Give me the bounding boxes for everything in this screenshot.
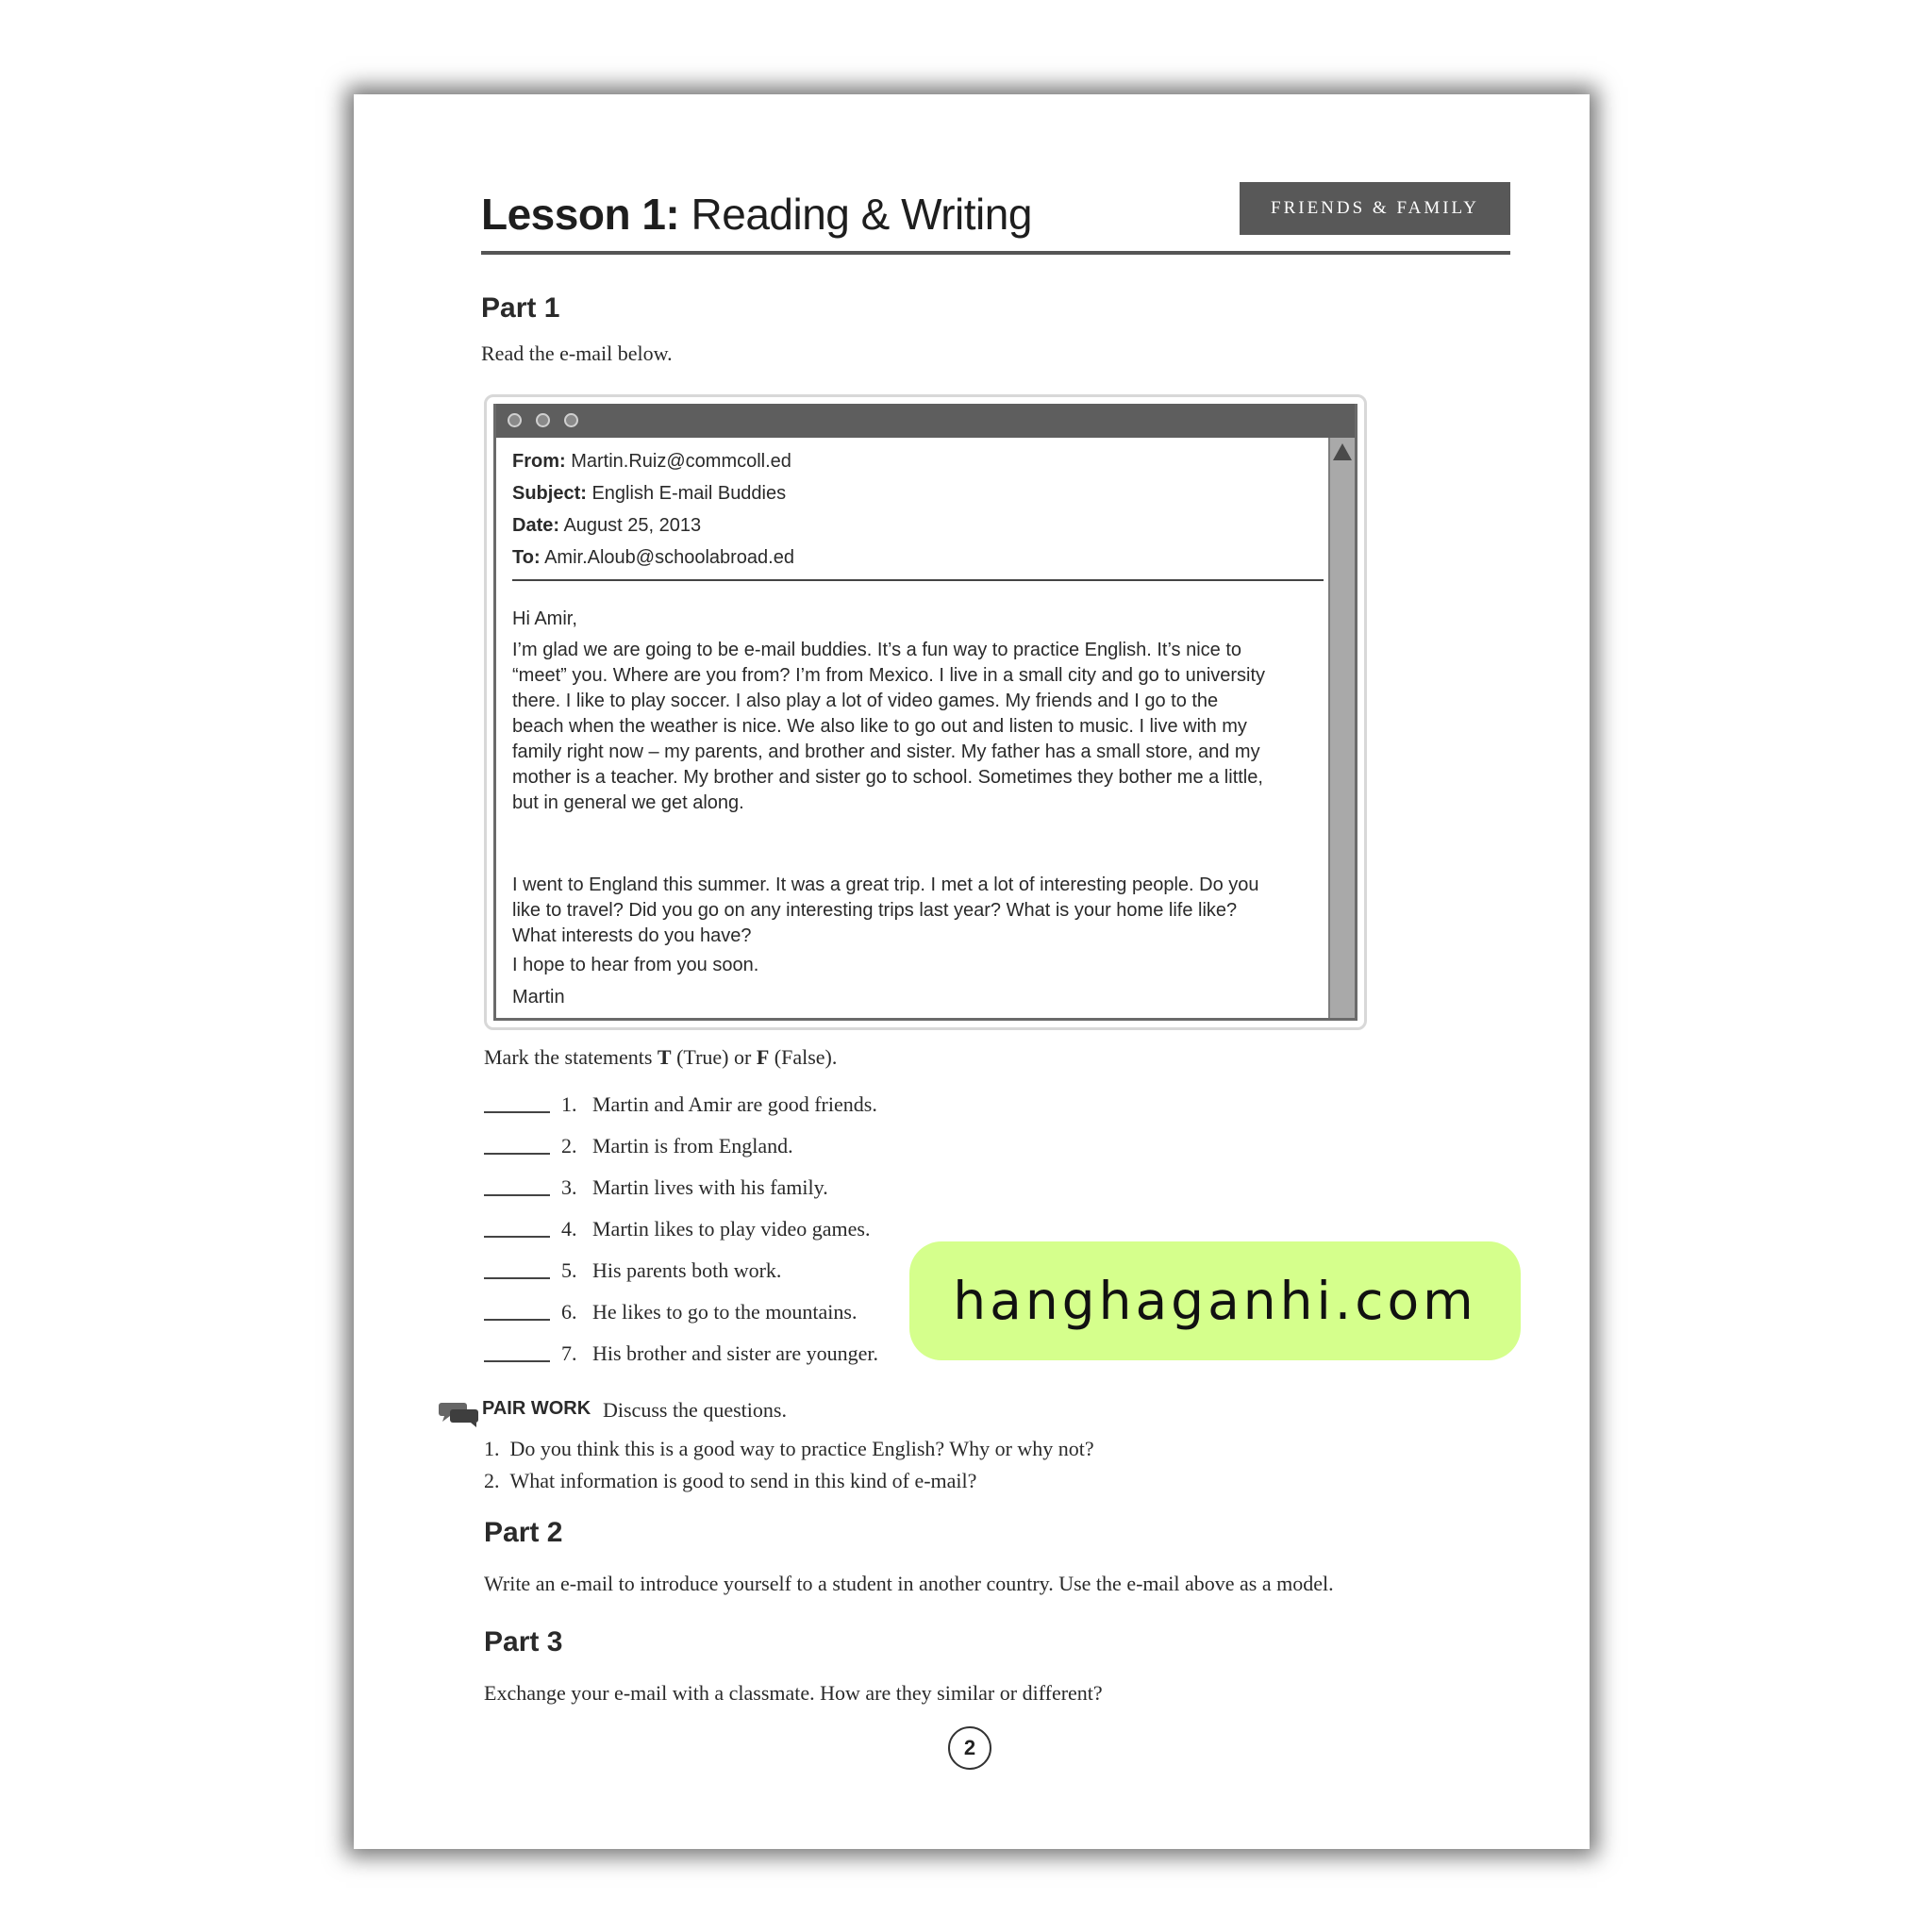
email-window xyxy=(484,394,1367,1030)
item-text: He likes to go to the mountains. xyxy=(592,1300,858,1324)
discussion-question xyxy=(484,1437,1094,1461)
subject-label: Subject: xyxy=(512,483,587,504)
email-paragraph: I went to England this summer. It was a great trip. I met a lot of interesting people. Do you like to travel? Did you go on any interesting trips last year? What is your home life like? What interests do you have? xyxy=(512,874,1259,946)
question-number: 1. xyxy=(484,1437,500,1460)
part1-instruction: Read the e-mail below. xyxy=(481,341,673,365)
item-number: 1. xyxy=(561,1092,577,1116)
item-text: Martin lives with his family. xyxy=(592,1175,828,1199)
tf-true-letter: T xyxy=(657,1045,672,1069)
answer-blank[interactable] xyxy=(484,1360,550,1362)
email-from xyxy=(512,451,791,473)
part1-heading: Part 1 xyxy=(481,292,560,324)
speech-bubbles-icon xyxy=(439,1401,480,1427)
part2-instruction: Write an e-mail to introduce yourself to a student in another country. Use the e-mail above as a model. xyxy=(484,1572,1334,1595)
section-tag: FRIENDS & FAMILY xyxy=(1240,182,1510,235)
answer-blank[interactable] xyxy=(484,1153,550,1155)
email-closing: I hope to hear from you soon. xyxy=(512,955,759,975)
answer-blank[interactable] xyxy=(484,1236,550,1238)
email-header-divider xyxy=(512,579,1324,581)
window-titlebar xyxy=(496,404,1355,438)
item-number: 7. xyxy=(561,1341,577,1365)
answer-blank[interactable] xyxy=(484,1319,550,1321)
answer-blank[interactable] xyxy=(484,1111,550,1113)
question-number: 2. xyxy=(484,1469,500,1492)
item-text: Martin and Amir are good friends. xyxy=(592,1092,877,1116)
email-to xyxy=(512,547,794,569)
pair-work-instruction: Discuss the questions. xyxy=(603,1398,787,1422)
tf-true-label: (True) or xyxy=(671,1045,757,1069)
from-address: Martin.Ruiz@commcoll.ed xyxy=(571,451,791,472)
from-label: From: xyxy=(512,451,566,472)
title-divider xyxy=(481,251,1510,255)
tf-false-letter: F xyxy=(756,1045,770,1069)
part3-heading: Part 3 xyxy=(484,1626,563,1657)
item-text: His brother and sister are younger. xyxy=(592,1341,879,1365)
question-text: Do you think this is a good way to practice English? Why or why not? xyxy=(509,1437,1094,1460)
workbook-page xyxy=(354,94,1590,1849)
pair-work-label: PAIR WORK xyxy=(482,1398,591,1419)
answer-blank[interactable] xyxy=(484,1277,550,1279)
part2-heading: Part 2 xyxy=(484,1517,563,1548)
tf-instruction-text: Mark the statements xyxy=(484,1045,658,1069)
email-subject xyxy=(512,483,786,505)
item-text: Martin likes to play video games. xyxy=(592,1217,871,1241)
email-greeting: Hi Amir, xyxy=(512,608,577,629)
tf-false-label: (False). xyxy=(769,1045,838,1069)
window-button-icon[interactable] xyxy=(564,413,578,427)
lesson-title xyxy=(481,189,1032,240)
item-text: Martin is from England. xyxy=(592,1134,793,1158)
email-frame xyxy=(493,404,1357,1021)
page-number: 2 xyxy=(948,1726,991,1770)
part3-instruction: Exchange your e-mail with a classmate. How are they similar or different? xyxy=(484,1681,1103,1705)
to-label: To: xyxy=(512,547,541,568)
item-text: His parents both work. xyxy=(592,1258,782,1282)
to-address: Amir.Aloub@schoolabroad.ed xyxy=(544,547,794,568)
email-date xyxy=(512,515,701,537)
item-number: 4. xyxy=(561,1217,577,1241)
answer-blank[interactable] xyxy=(484,1194,550,1196)
subject-text: English E-mail Buddies xyxy=(591,483,787,504)
date-text: August 25, 2013 xyxy=(563,515,702,536)
question-text: What information is good to send in this kind of e-mail? xyxy=(509,1469,977,1492)
tf-instruction xyxy=(484,1045,837,1070)
window-button-icon[interactable] xyxy=(508,413,522,427)
lesson-name: Reading & Writing xyxy=(691,190,1032,239)
email-signature: Martin xyxy=(512,987,565,1008)
item-number: 5. xyxy=(561,1258,577,1282)
lesson-number: Lesson 1: xyxy=(481,190,680,239)
window-button-icon[interactable] xyxy=(536,413,550,427)
discussion-question xyxy=(484,1469,976,1493)
item-number: 2. xyxy=(561,1134,577,1158)
item-number: 6. xyxy=(561,1300,577,1324)
email-paragraph: I’m glad we are going to be e-mail buddies. It’s a fun way to practice English. It’s nice to “meet” you. Where are you from? I’m from Mexico. I live in a small city and go to university there. I like to play soccer. I also play a lot of video games. My friends and I go to the beach when the weather is nice. We also like to go out and listen to music. I live with my family right now – my parents, and brother and sister. My father has a small store, and my mother is a teacher. My brother and sister go to school. Sometimes they bother me a little, but in general we get along. xyxy=(512,640,1266,813)
watermark-banner: hanghaganhi.com xyxy=(909,1241,1521,1360)
item-number: 3. xyxy=(561,1175,577,1199)
scrollbar[interactable] xyxy=(1328,438,1355,1018)
scroll-up-arrow-icon[interactable] xyxy=(1333,443,1352,460)
date-label: Date: xyxy=(512,515,560,536)
